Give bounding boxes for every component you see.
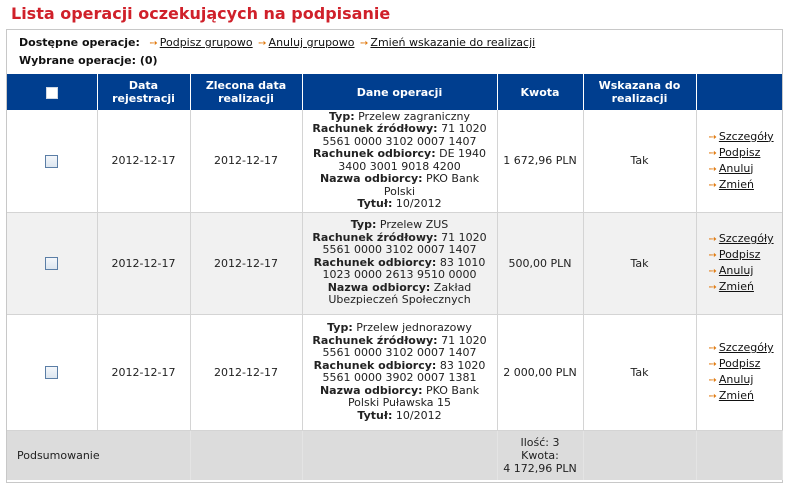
column-header-registration-date[interactable]: Data rejestracji (97, 74, 190, 110)
operation-type: Przelew zagraniczny (358, 109, 471, 123)
sign-link[interactable]: Podpisz (718, 145, 761, 159)
table-row (7, 212, 782, 314)
amount: 500,00 PLN (497, 212, 583, 314)
recipient-name: Zakład Ubezpieczeń Społecznych (328, 280, 472, 307)
operations-toolbar (19, 36, 535, 67)
summary-count: Ilość: 3 (520, 435, 560, 449)
details-link[interactable]: Szczegóły (718, 232, 774, 245)
row-checkbox[interactable] (45, 366, 58, 379)
operations-table (7, 74, 783, 480)
source-account: 71 1020 5561 0000 3102 0007 1407 (322, 333, 487, 359)
row-checkbox[interactable] (45, 257, 58, 270)
table-row (7, 110, 782, 212)
arrow-right-icon: ➙ (708, 234, 717, 245)
selected-operations-count: Wybrane operacje: (0) (19, 54, 158, 67)
change-indication-link[interactable]: Zmień wskazanie do realizacji (370, 36, 536, 49)
select-all-header[interactable] (7, 74, 97, 110)
source-account: 71 1020 5561 0000 3102 0007 1407 (322, 122, 487, 148)
arrow-right-icon: ➙ (708, 359, 717, 370)
indicated-flag: Tak (583, 110, 696, 212)
arrow-right-icon: ➙ (708, 179, 717, 191)
source-account: 71 1020 5561 0000 3102 0007 1407 (322, 230, 487, 257)
row-actions (696, 314, 782, 430)
operation-details: Typ: Przelew jednorazowy Rachunek źródłowy: 71 1020 5561 0000 3102 0007 1407 Rachunek odbiorcy: 83 1020 5561 0000 3902 0007 1381 Nazwa odbiorcy: PKO Bank Polski Puławska 15 Tytuł: 10/2012 (302, 314, 497, 430)
column-header-actions (696, 74, 782, 110)
sign-link[interactable]: Podpisz (718, 248, 761, 261)
column-header-indicated[interactable]: Wskazana do realizacji (583, 74, 696, 110)
operation-details: Typ: Przelew zagraniczny Rachunek źródłowy: 71 1020 5561 0000 3102 0007 1407 Rachunek odbiorcy: DE 1940 3400 3001 9018 4200 Nazwa odbiorcy: PKO Bank Polski Tytuł: 10/2012 (302, 110, 497, 212)
row-actions (696, 110, 782, 212)
sign-link[interactable]: Podpisz (718, 357, 761, 370)
execution-date: 2012-12-17 (190, 212, 302, 314)
transfer-title: 10/2012 (395, 197, 442, 211)
arrow-right-icon: ➙ (708, 131, 717, 143)
summary-values (497, 430, 583, 480)
amount: 1 672,96 PLN (497, 110, 583, 212)
arrow-right-icon: ➙ (708, 375, 717, 386)
change-link[interactable]: Zmień (718, 177, 754, 191)
row-checkbox[interactable] (45, 155, 58, 168)
column-header-operation-data[interactable]: Dane operacji (302, 74, 497, 110)
change-link[interactable]: Zmień (718, 389, 754, 402)
arrow-right-icon: ➙ (708, 147, 717, 159)
target-account: 83 1010 1023 0000 2613 9510 0000 (322, 255, 486, 282)
cancel-link[interactable]: Anuluj (718, 161, 754, 175)
available-operations-label: Dostępne operacje: (19, 36, 140, 49)
indicated-flag: Tak (583, 212, 696, 314)
registration-date: 2012-12-17 (97, 110, 190, 212)
table-row (7, 314, 782, 430)
registration-date: 2012-12-17 (97, 212, 190, 314)
execution-date: 2012-12-17 (190, 314, 302, 430)
arrow-right-icon: ➙ (708, 391, 717, 402)
target-account: DE 1940 3400 3001 9018 4200 (338, 147, 487, 173)
arrow-right-icon: ➙ (708, 282, 717, 293)
operations-panel (6, 29, 783, 483)
arrow-right-icon: ➙ (708, 343, 717, 354)
arrow-right-icon: ➙ (708, 250, 717, 261)
summary-amount: 4 172,96 PLN (503, 461, 577, 475)
cancel-link[interactable]: Anuluj (718, 373, 754, 386)
summary-amount-label: Kwota: (521, 448, 559, 462)
details-link[interactable]: Szczegóły (718, 341, 774, 354)
registration-date: 2012-12-17 (97, 314, 190, 430)
target-account: 83 1020 5561 0000 3902 0007 1381 (322, 358, 486, 384)
change-link[interactable]: Zmień (718, 280, 754, 293)
operation-details: Typ: Przelew ZUS Rachunek źródłowy: 71 1020 5561 0000 3102 0007 1407 Rachunek odbiorcy: 83 1010 1023 0000 2613 9510 0000 Nazwa odbiorcy: Zakład Ubezpieczeń Społecznych (302, 212, 497, 314)
row-actions (696, 212, 782, 314)
arrow-right-icon: ➙ (708, 163, 717, 175)
arrow-right-icon: ➙ (258, 38, 267, 49)
summary-label: Podsumowanie (7, 430, 190, 480)
recipient-name: PKO Bank Polski Puławska 15 (347, 383, 480, 409)
page-title: Lista operacji oczekujących na podpisanie (11, 4, 391, 23)
arrow-right-icon: ➙ (708, 266, 717, 277)
indicated-flag: Tak (583, 314, 696, 430)
amount: 2 000,00 PLN (497, 314, 583, 430)
arrow-right-icon: ➙ (360, 38, 369, 49)
cancel-link[interactable]: Anuluj (718, 264, 754, 277)
execution-date: 2012-12-17 (190, 110, 302, 212)
cancel-group-link[interactable]: Anuluj grupowo (268, 36, 355, 49)
operation-type: Przelew ZUS (379, 218, 449, 232)
transfer-title: 10/2012 (395, 408, 442, 422)
table-header-row (7, 74, 782, 110)
summary-row (7, 430, 782, 480)
arrow-right-icon: ➙ (149, 38, 158, 49)
column-header-amount[interactable]: Kwota (497, 74, 583, 110)
recipient-name: PKO Bank Polski (383, 172, 480, 198)
select-all-checkbox[interactable] (46, 87, 58, 99)
sign-group-link[interactable]: Podpisz grupowo (159, 36, 253, 49)
details-link[interactable]: Szczegóły (718, 129, 774, 143)
operation-type: Przelew jednorazowy (356, 321, 472, 334)
column-header-execution-date[interactable]: Zlecona data realizacji (190, 74, 302, 110)
